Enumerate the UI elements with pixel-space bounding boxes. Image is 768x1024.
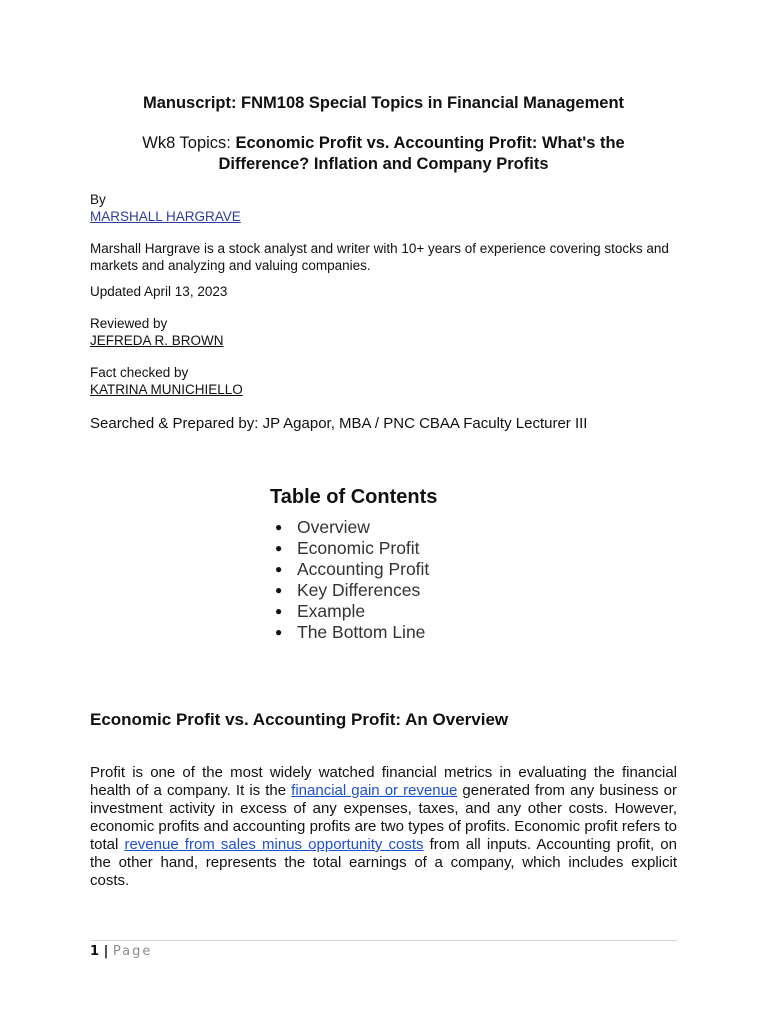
bullet-icon: ● [275,625,283,639]
paragraph-text: generated from any business or investment activity in excess of any expenses, taxes, and any other costs. However, economic profits and accounting profits are two types of profits. Economic profit refers to total [90,782,677,853]
page-label: Page [112,944,153,959]
topics-title: Economic Profit vs. Accounting Profit: What's the Difference? Inflation and Company Profits [218,134,625,173]
overview-paragraph [90,764,677,890]
topics-prefix: Wk8 Topics: [142,134,236,152]
page-number: 1 [90,944,100,959]
by-label: By [90,192,106,207]
manuscript-title: Manuscript: FNM108 Special Topics in Financial Management [142,94,625,112]
paragraph-text: from all inputs. Accounting profit, on the other hand, represents the total earnings of a company, which includes explicit costs. [90,836,677,889]
week-topics [100,133,667,175]
page-footer [90,944,152,959]
document-page [90,0,677,1024]
toc-item-label: Economic Profit [297,538,420,558]
toc-item-overview[interactable] [270,517,590,538]
reviewer-link[interactable]: JEFREDA R. BROWN [90,333,224,348]
reviewer-block [90,315,224,349]
author-byline [90,191,241,225]
updated-date: Updated April 13, 2023 [90,284,228,299]
toc-item-economic-profit[interactable] [270,538,590,559]
toc-item-key-differences[interactable] [270,580,590,601]
toc-item-label: Overview [297,517,370,537]
bullet-icon: ● [275,520,283,534]
bullet-icon: ● [275,562,283,576]
toc-item-accounting-profit[interactable] [270,559,590,580]
toc-list [270,517,590,643]
reviewed-label: Reviewed by [90,316,168,331]
paragraph-text: Profit is one of the most widely watched financial metrics in evaluating the financial health of a company. It is the [90,764,677,799]
toc-item-bottom-line[interactable] [270,622,590,643]
prepared-by: Searched & Prepared by: JP Agapor, MBA / PNC CBAA Faculty Lecturer III [90,415,588,432]
financial-gain-link[interactable]: financial gain or revenue [291,782,458,799]
author-bio: Marshall Hargrave is a stock analyst and writer with 10+ years of experience covering stocks and markets and analyzing and valuing companies. [90,241,669,273]
author-link[interactable]: MARSHALL HARGRAVE [90,209,241,224]
toc-item-label: The Bottom Line [297,622,426,642]
bullet-icon: ● [275,604,283,618]
toc-item-label: Example [297,601,366,621]
factcheck-label: Fact checked by [90,365,189,380]
toc-title: Table of Contents [270,486,438,508]
toc-item-label: Accounting Profit [297,559,430,579]
toc-item-example[interactable] [270,601,590,622]
footer-separator: | [99,944,113,959]
footer-divider [90,940,677,941]
factchecker-link[interactable]: KATRINA MUNICHIELLO [90,382,243,397]
bullet-icon: ● [275,583,283,597]
table-of-contents [270,486,590,643]
toc-item-label: Key Differences [297,580,421,600]
revenue-link[interactable]: revenue from sales minus opportunity costs [124,836,424,853]
bullet-icon: ● [275,541,283,555]
factchecker-block [90,364,243,398]
section-heading: Economic Profit vs. Accounting Profit: An Overview [90,710,509,729]
